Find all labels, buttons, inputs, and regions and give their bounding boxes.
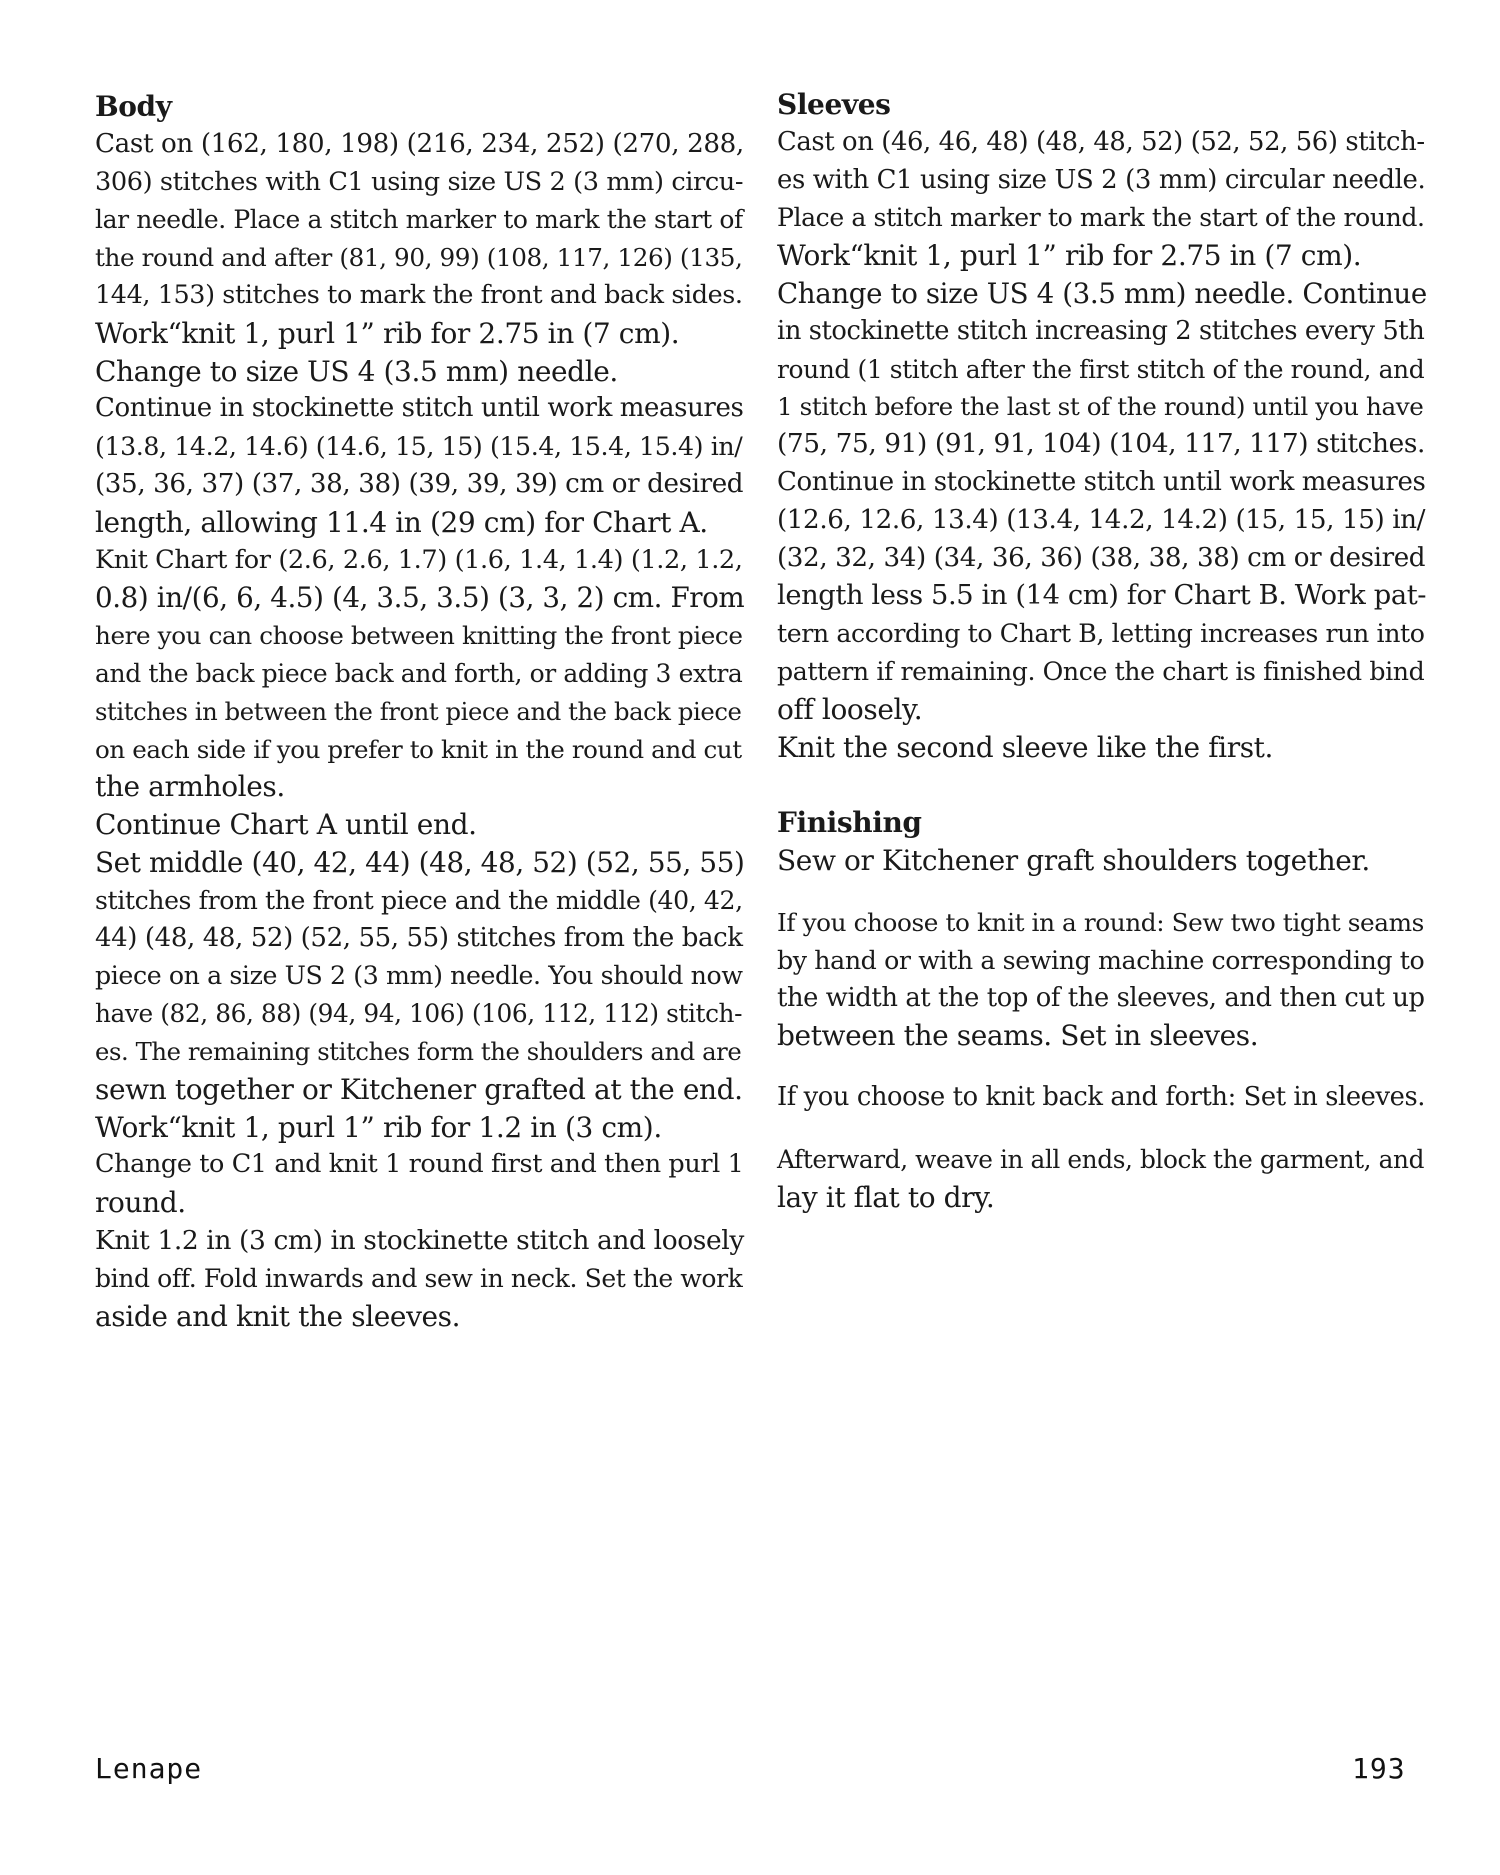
- sleeves-line: Continue in stockinette stitch until work measures: [777, 466, 1426, 497]
- body-line: here you can choose between knitting the front piece: [95, 621, 743, 651]
- footer-pattern-name: Lenape: [95, 1752, 203, 1785]
- finishing-back-forth: If you choose to knit back and forth: Set in sleeves.: [777, 1082, 1426, 1113]
- body-line: 44) (48, 48, 52) (52, 55, 55) stitches from the back: [95, 922, 743, 953]
- page-number: 193: [1352, 1752, 1406, 1785]
- body-line: (35, 36, 37) (37, 38, 38) (39, 39, 39) cm or desired: [95, 468, 744, 499]
- body-line: 306) stitches with C1 using size US 2 (3 mm) circu-: [95, 166, 744, 197]
- finishing-afterward-line: Afterward, weave in all ends, block the garment, and: [777, 1144, 1425, 1174]
- body-line: Work“knit 1, purl 1” rib for 1.2 in (3 cm).: [95, 1110, 662, 1144]
- body-line: 144, 153) stitches to mark the front and back sides.: [95, 279, 743, 310]
- body-line: Change to C1 and knit 1 round first and then purl 1: [95, 1149, 744, 1180]
- body-line: Continue in stockinette stitch until work measures: [95, 393, 744, 424]
- sleeves-line: Cast on (46, 46, 48) (48, 48, 52) (52, 52, 56) stitch-: [777, 126, 1425, 157]
- sleeves-line: (75, 75, 91) (91, 91, 104) (104, 117, 117) stitches.: [777, 429, 1425, 460]
- body-line: round.: [95, 1186, 186, 1220]
- body-line: (13.8, 14.2, 14.6) (14.6, 15, 15) (15.4, 15.4, 15.4) in/: [95, 432, 743, 462]
- sleeves-line: in stockinette stitch increasing 2 stitches every 5th: [777, 315, 1425, 346]
- sleeves-line: tern according to Chart B, letting increases run into: [777, 619, 1425, 649]
- finishing-round-line: the width at the top of the sleeves, and then cut up: [777, 982, 1425, 1013]
- finishing-round-line: between the seams. Set in sleeves.: [777, 1019, 1259, 1053]
- body-line: Work“knit 1, purl 1” rib for 2.75 in (7 cm).: [95, 316, 680, 350]
- paragraph-gap: [777, 1117, 1427, 1141]
- sleeves-line: length less 5.5 in (14 cm) for Chart B. Work pat-: [777, 580, 1427, 612]
- body-line: lar needle. Place a stitch marker to mark the start of: [95, 205, 743, 235]
- sleeves-line: es with C1 using size US 2 (3 mm) circular needle.: [777, 164, 1426, 195]
- sleeves-line: Work“knit 1, purl 1” rib for 2.75 in (7 cm).: [777, 239, 1362, 273]
- sleeves-line: Place a stitch marker to mark the start of the round.: [777, 203, 1425, 233]
- sleeves-line: Knit the second sleeve like the first.: [777, 730, 1274, 764]
- sleeves-line: (12.6, 12.6, 13.4) (13.4, 14.2, 14.2) (15, 15, 15) in/: [777, 504, 1426, 535]
- sleeves-line: Change to size US 4 (3.5 mm) needle. Continue: [777, 276, 1427, 310]
- sleeves-line: 1 stitch before the last st of the round) until you have: [777, 392, 1424, 422]
- body-line: Continue Chart A until end.: [95, 808, 477, 842]
- body-line: length, allowing 11.4 in (29 cm) for Chart A.: [95, 505, 708, 539]
- body-line: have (82, 86, 88) (94, 94, 106) (106, 112, 112) stitch-: [95, 999, 743, 1029]
- body-line: and the back piece back and forth, or adding 3 extra: [95, 658, 743, 688]
- finishing-intro: Sew or Kitchener graft shoulders together.: [777, 844, 1370, 878]
- sleeves-line: (32, 32, 34) (34, 36, 36) (38, 38, 38) cm or desired: [777, 542, 1426, 573]
- body-heading: Body: [95, 90, 172, 123]
- body-line: stitches from the front piece and the middle (40, 42,: [95, 885, 743, 915]
- body-line: bind off. Fold inwards and sew in neck. Set the work: [95, 1263, 743, 1293]
- body-line: es. The remaining stitches form the shoulders and are: [95, 1036, 742, 1066]
- sleeves-finishing-column: [777, 86, 1427, 1217]
- body-line: stitches in between the front piece and the back piece: [95, 696, 742, 726]
- section-gap: [777, 766, 1427, 804]
- body-line: Set middle (40, 42, 44) (48, 48, 52) (52, 55, 55): [95, 845, 745, 879]
- body-line: Cast on (162, 180, 198) (216, 234, 252) (270, 288,: [95, 128, 744, 159]
- body-line: the round and after (81, 90, 99) (108, 117, 126) (135,: [95, 243, 743, 273]
- paragraph-gap: [777, 880, 1427, 904]
- body-line: piece on a size US 2 (3 mm) needle. You should now: [95, 961, 743, 991]
- body-line: sewn together or Kitchener grafted at the end.: [95, 1072, 743, 1106]
- finishing-round-line: If you choose to knit in a round: Sew two tight seams: [777, 907, 1424, 937]
- body-column: [95, 88, 745, 1335]
- body-line: Knit Chart for (2.6, 2.6, 1.7) (1.6, 1.4, 1.4) (1.2, 1.2,: [95, 544, 743, 575]
- body-line: Change to size US 4 (3.5 mm) needle.: [95, 354, 618, 388]
- paragraph-gap: [777, 1055, 1427, 1079]
- body-line: the armholes.: [95, 770, 285, 804]
- sleeves-line: off loosely.: [777, 692, 923, 726]
- body-line: aside and knit the sleeves.: [95, 1299, 461, 1333]
- finishing-heading: Finishing: [777, 806, 922, 840]
- body-line: 0.8) in/(6, 6, 4.5) (4, 3.5, 3.5) (3, 3, 2) cm. From: [95, 581, 745, 615]
- finishing-afterward-line: lay it flat to dry.: [777, 1180, 995, 1214]
- sleeves-line: pattern if remaining. Once the chart is finished bind: [777, 656, 1425, 686]
- body-line: Knit 1.2 in (3 cm) in stockinette stitch and loosely: [95, 1224, 744, 1256]
- finishing-round-line: by hand or with a sewing machine corresponding to: [777, 945, 1425, 975]
- sleeves-line: round (1 stitch after the first stitch of the round, and: [777, 354, 1425, 384]
- body-line: on each side if you prefer to knit in the round and cut: [95, 734, 742, 764]
- sleeves-heading: Sleeves: [777, 88, 891, 121]
